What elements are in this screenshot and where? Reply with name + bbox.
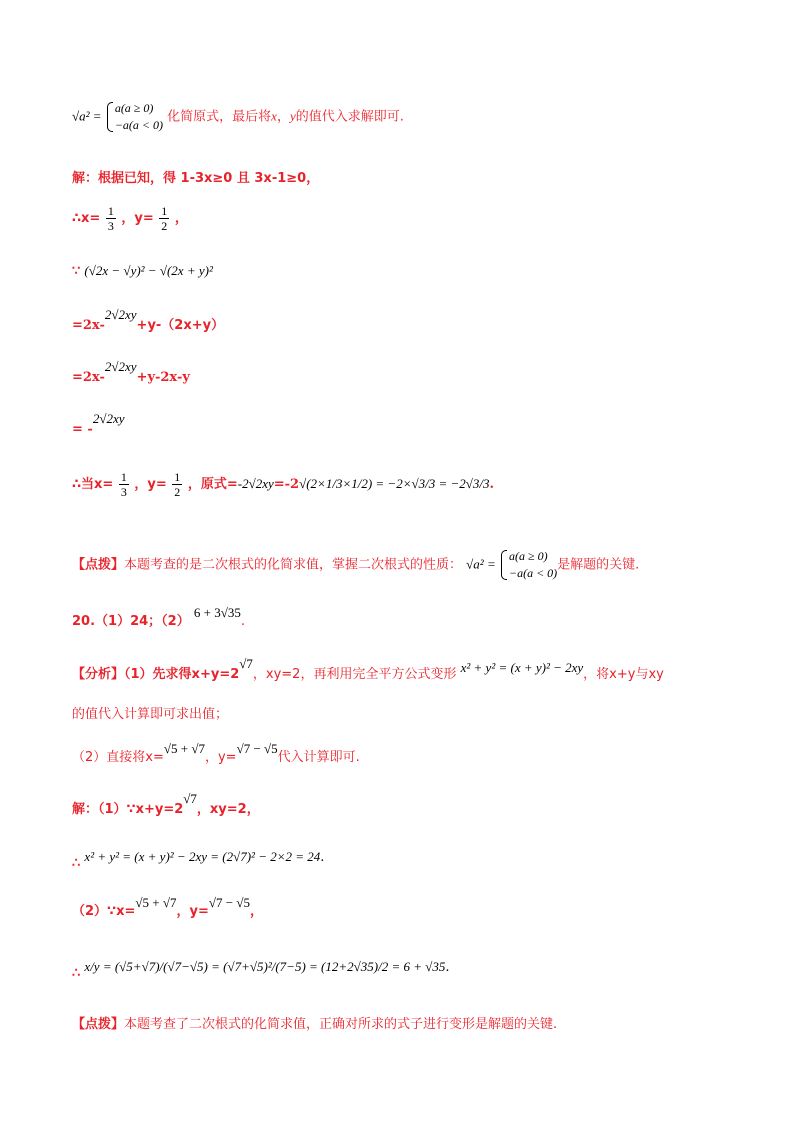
tip-case-nonneg: a(a ≥ 0) — [508, 549, 548, 563]
tip20-line — [72, 1016, 557, 1034]
case-nonneg: a(a ≥ 0) — [114, 101, 154, 115]
answer-math: 6 + 3√35 — [193, 605, 241, 620]
x-num: 1 — [107, 204, 114, 218]
step2-c: +y-2x-y — [136, 370, 190, 385]
sqrt-a-squared: √a² = — [72, 108, 105, 124]
because-symbol: ∵ — [72, 264, 81, 279]
step1-a: =2x- — [72, 318, 105, 333]
analysis20-line1 — [72, 656, 664, 684]
therefore-symbol: ∴ — [72, 856, 81, 871]
solution-label: 解：根据已知，得 1-3x≥0 且 3x-1≥0， — [72, 171, 320, 186]
analysis-text1: （1）先求得x+y=2 — [124, 667, 240, 682]
sol20-line3-b: ，y= — [176, 904, 209, 919]
x-den: 3 — [107, 219, 114, 233]
final-math-1: -2√2xy — [237, 476, 274, 491]
part2-b: ，y= — [204, 750, 237, 765]
part2-c: 代入计算即可. — [277, 750, 360, 765]
sol20-line1-a: 解：（1）∵x+y=2 — [72, 802, 184, 817]
step2-line — [72, 359, 190, 387]
y-den: 2 — [161, 219, 168, 233]
solution20-line4 — [72, 958, 450, 981]
intro-line — [72, 100, 404, 134]
sol20-line3-c: ， — [249, 904, 263, 919]
final-math-2: √(2×1/3×1/2) = −2×√3/3 = −2√3/3 — [299, 476, 490, 491]
final-eq: =-2 — [273, 477, 300, 492]
analysis20-line2: 的值代入计算即可求出值； — [72, 707, 229, 722]
solution20-line3 — [72, 895, 263, 921]
answer-label: 20.（1）24；（2） — [72, 614, 190, 629]
intro-text-2: 的值代入求解即可. — [295, 109, 404, 125]
final-y-num: 1 — [174, 470, 181, 484]
tip-text: 本题考查的是二次根式的化简求值，掌握二次根式的性质： — [124, 557, 463, 573]
analysis-sqrt7: √7 — [239, 656, 253, 671]
sol20-line4-tail: . — [445, 960, 450, 975]
therefore-symbol-2: ∴ — [72, 966, 81, 981]
sol20-line3-x: √5 + √7 — [135, 895, 177, 910]
case-neg: −a(a < 0) — [114, 118, 163, 132]
y-num: 1 — [161, 204, 168, 218]
tip-case-neg: −a(a < 0) — [508, 566, 558, 580]
expression-1: (√2x − √y)² − √(2x + y)² — [84, 263, 213, 278]
solution20-line1 — [72, 791, 260, 819]
separator: ， — [276, 109, 290, 125]
x-fraction — [106, 204, 116, 233]
solution-xy-line — [72, 204, 188, 233]
final-y-fraction — [172, 470, 182, 499]
intro-text: 化简原式，最后将 — [167, 109, 272, 125]
piecewise-cases — [105, 100, 163, 134]
tip-tail: 是解题的关键. — [557, 557, 640, 573]
y-text: ，y= — [121, 211, 154, 226]
xy-prefix: ∴x= — [72, 211, 101, 226]
part2-a: （2）直接将x= — [72, 750, 164, 765]
analysis-label: 【分析】 — [72, 667, 125, 682]
part2-y: √7 − √5 — [236, 741, 278, 756]
sol20-line3-a: （2）∵x= — [72, 904, 136, 919]
sol20-line2-math: x² + y² = (x + y)² − 2xy = (2√7)² − 2×2 = 24 — [84, 849, 321, 864]
tip20-text: 本题考查了二次根式的化简求值，正确对所求的式子进行变形是解题的关键. — [124, 1017, 558, 1032]
final-orig: ，原式= — [187, 477, 238, 492]
step2-b: 2√2xy — [104, 359, 137, 374]
step3-a: = - — [72, 422, 93, 437]
tip20-label: 【点拨】 — [72, 1017, 125, 1032]
tip19-line — [72, 548, 639, 582]
final-x-fraction — [119, 470, 129, 499]
final-y-den: 2 — [174, 485, 181, 499]
because-expression-line — [72, 262, 213, 281]
sol20-line1-b: ，xy=2， — [196, 802, 260, 817]
final-dot: . — [489, 477, 495, 492]
part2-x: √5 + √7 — [163, 741, 205, 756]
step1-b: 2√2xy — [104, 307, 137, 322]
analysis-text2: ，xy=2，再利用完全平方公式变形 — [252, 667, 457, 682]
final-line — [72, 470, 494, 499]
final-prefix: ∴当x= — [72, 477, 114, 492]
analysis20-line3 — [72, 741, 360, 767]
answer20-line — [72, 605, 245, 631]
answer-tail: . — [240, 614, 245, 629]
sol20-line4-math: x/y = (√5+√7)/(√7−√5) = (√7+√5)²/(7−5) = (12+2√35)/2 = 6 + √35 — [84, 959, 446, 974]
tip-label: 【点拨】 — [72, 557, 125, 573]
step1-line — [72, 307, 225, 335]
tip-piecewise-cases — [499, 548, 557, 582]
step3-b: 2√2xy — [92, 411, 125, 426]
final-x-den: 3 — [120, 485, 127, 499]
step2-a: =2x- — [72, 370, 105, 385]
step1-c: +y-（2x+y） — [136, 318, 225, 333]
var-x: x — [271, 108, 277, 124]
sol20-line2-tail: . — [320, 850, 325, 865]
var-y: y — [289, 108, 296, 124]
analysis-text3: ，将x+y与xy — [583, 667, 664, 682]
sol20-line3-y: √7 − √5 — [208, 895, 250, 910]
final-y-text: ，y= — [134, 477, 167, 492]
solution20-line2 — [72, 848, 325, 871]
y-tail: ， — [174, 211, 188, 226]
final-x-num: 1 — [120, 470, 127, 484]
y-fraction — [159, 204, 169, 233]
step3-line — [72, 411, 125, 439]
analysis-formula: x² + y² = (x + y)² − 2xy — [460, 660, 584, 675]
tip-sqrt-a-squared: √a² = — [466, 556, 499, 572]
sol20-sqrt7: √7 — [183, 791, 197, 806]
